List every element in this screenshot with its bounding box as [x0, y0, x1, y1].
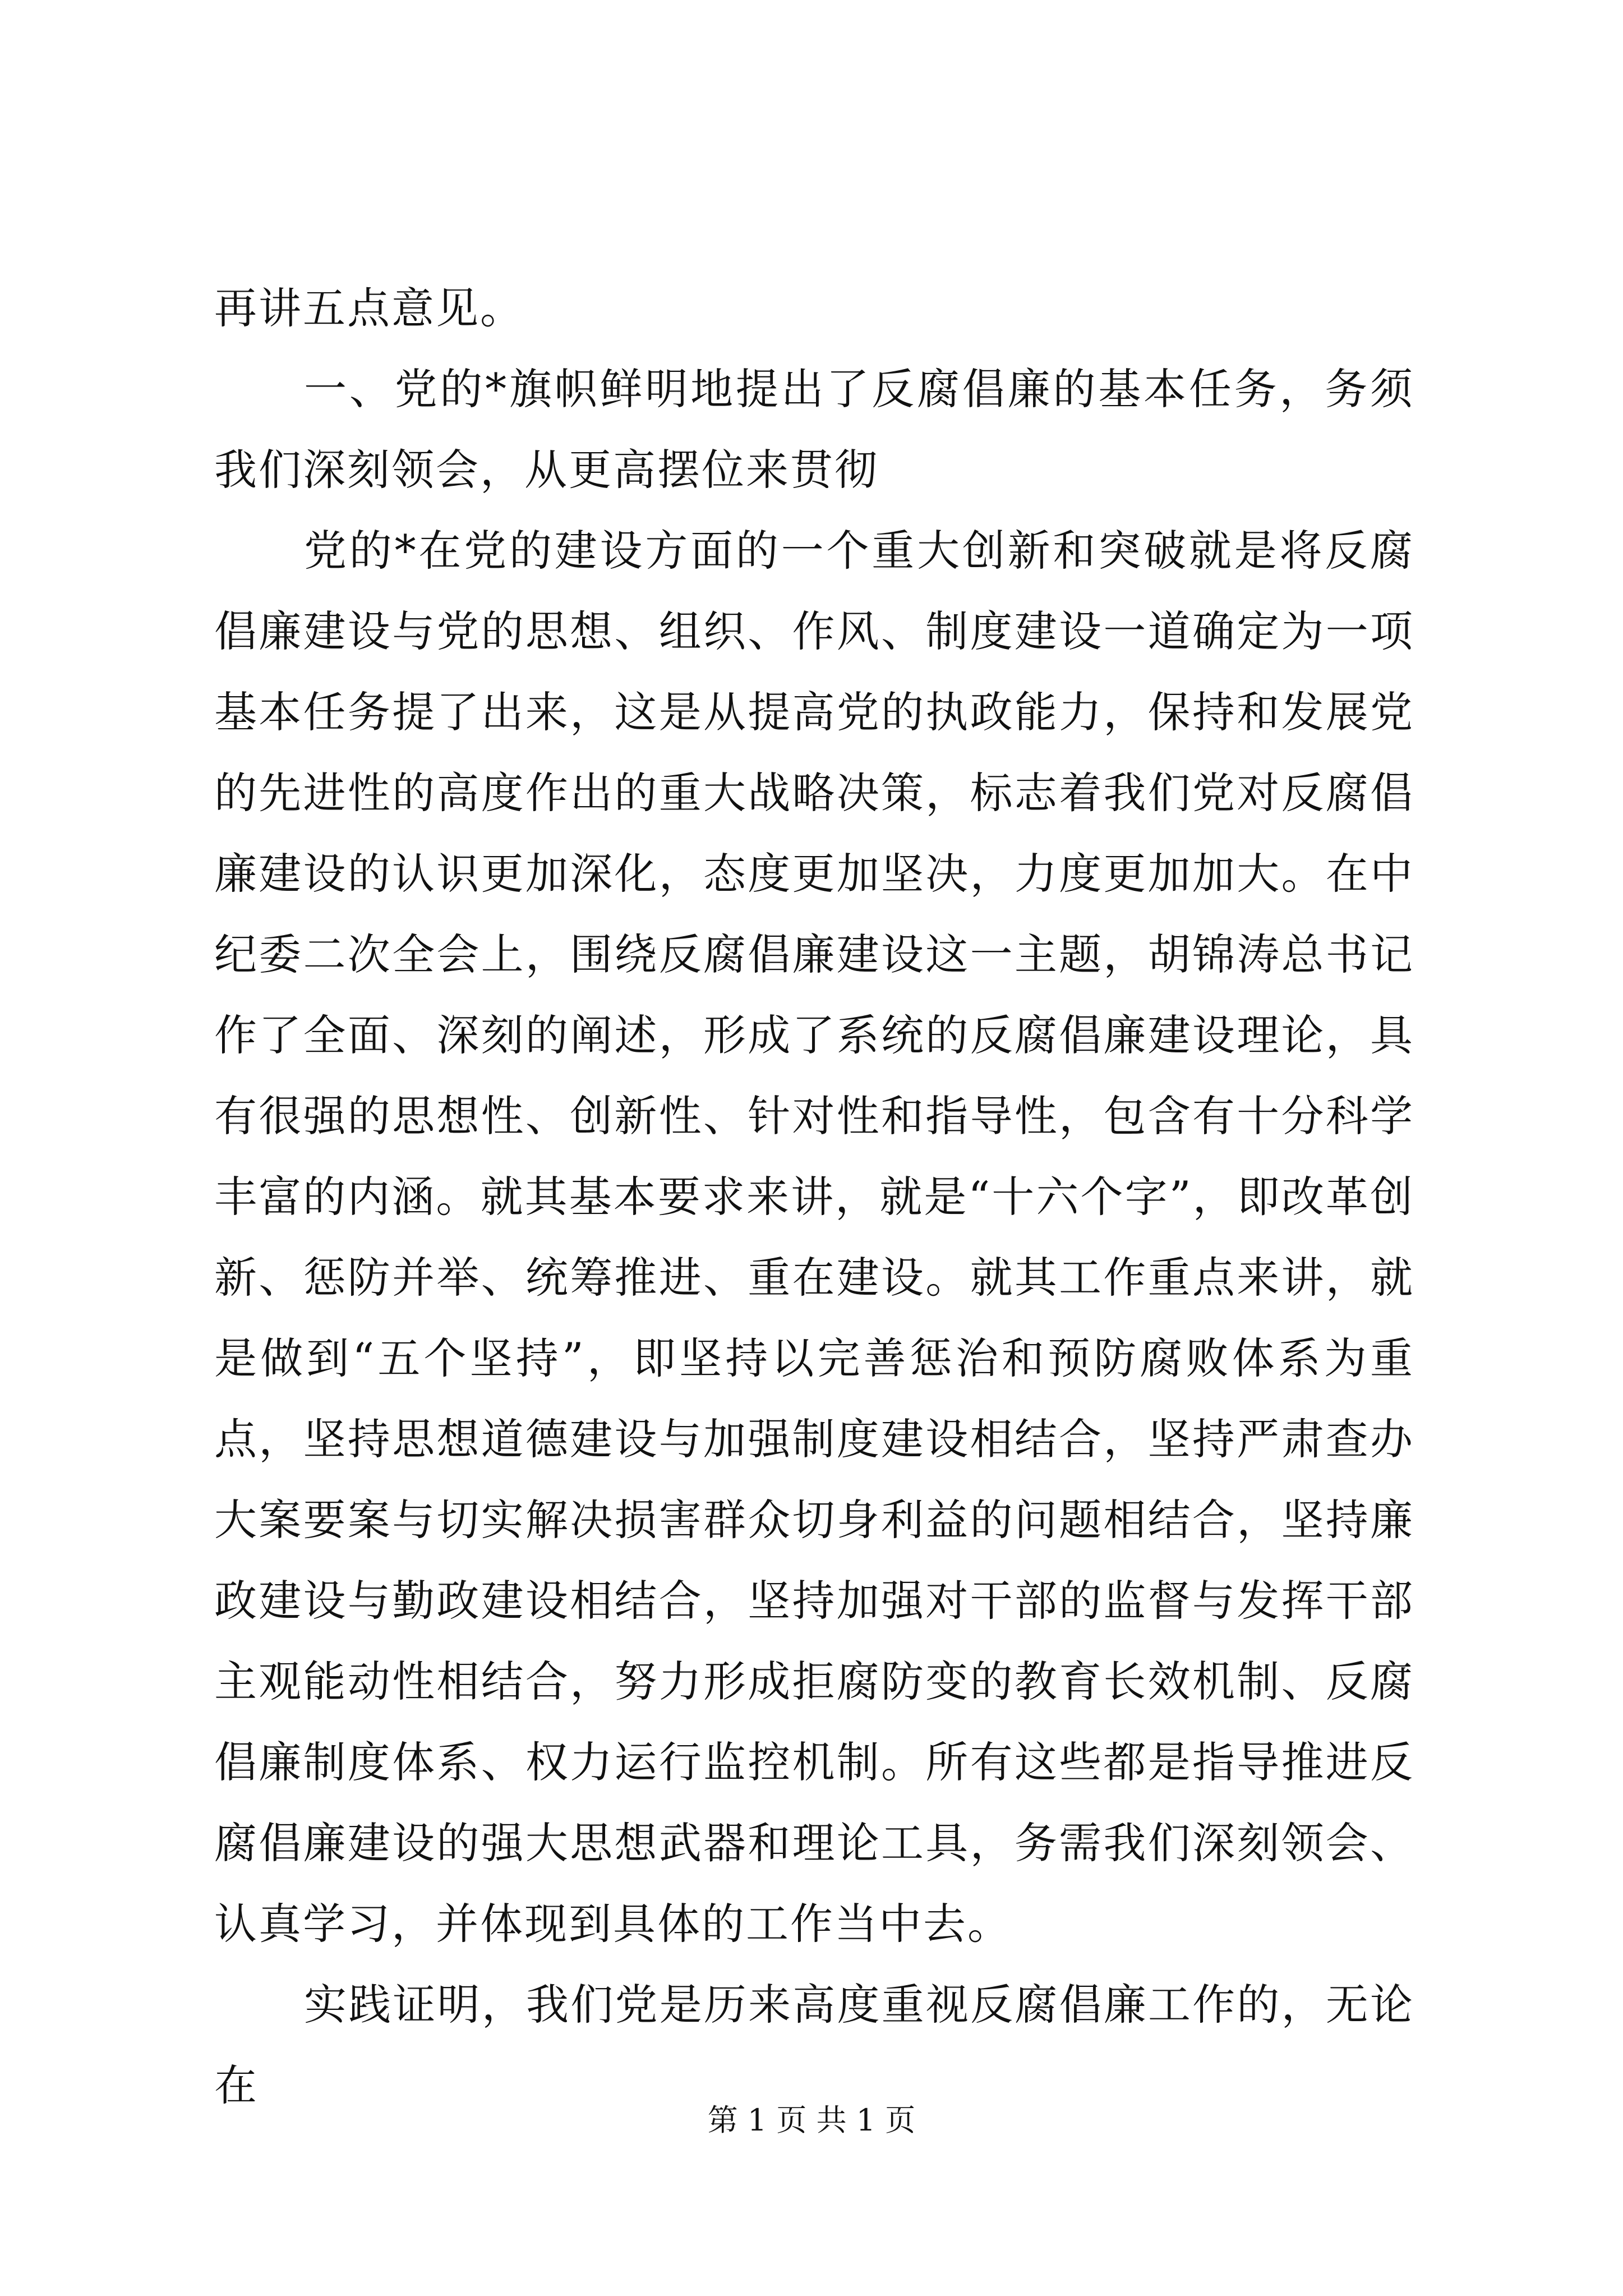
- document-body: [214, 268, 1414, 2126]
- paragraph-body-1: 党的*在党的建设方面的一个重大创新和突破就是将反腐倡廉建设与党的思想、组织、作风、制度建设一道确定为一项基本任务提了出来，这是从提高党的执政能力，保持和发展党的先进性的高度作出的重大战略决策，标志着我们党对反腐倡廉建设的认识更加深化，态度更加坚决，力度更加加大。在中纪委二次全会上，围绕反腐倡廉建设这一主题，胡锦涛总书记作了全面、深刻的阐述，形成了系统的反腐倡廉建设理论，具有很强的思想性、创新性、针对性和指导性，包含有十分科学丰富的内涵。就其基本要求来讲，就是“十六个字”，即改革创新、惩防并举、统筹推进、重在建设。就其工作重点来讲，就是做到“五个坚持”，即坚持以完善惩治和预防腐败体系为重点，坚持思想道德建设与加强制度建设相结合，坚持严肃查办大案要案与切实解决损害群众切身利益的问题相结合，坚持廉政建设与勤政建设相结合，坚持加强对干部的监督与发挥干部主观能动性相结合，努力形成拒腐防变的教育长效机制、反腐倡廉制度体系、权力运行监控机制。所有这些都是指导推进反腐倡廉建设的强大思想武器和理论工具，务需我们深刻领会、认真学习，并体现到具体的工作当中去。: [214, 526, 1414, 1949]
- paragraph-body-2: 实践证明，我们党是历来高度重视反腐倡廉工作的，无论在: [214, 1980, 1414, 2110]
- page-footer: 第 1 页 共 1 页: [707, 2102, 916, 2138]
- paragraph-intro: 再讲五点意见。: [214, 283, 524, 333]
- section-heading-1: 一、党的*旗帜鲜明地提出了反腐倡廉的基本任务，务须我们深刻领会，从更高摆位来贯彻: [214, 364, 1414, 495]
